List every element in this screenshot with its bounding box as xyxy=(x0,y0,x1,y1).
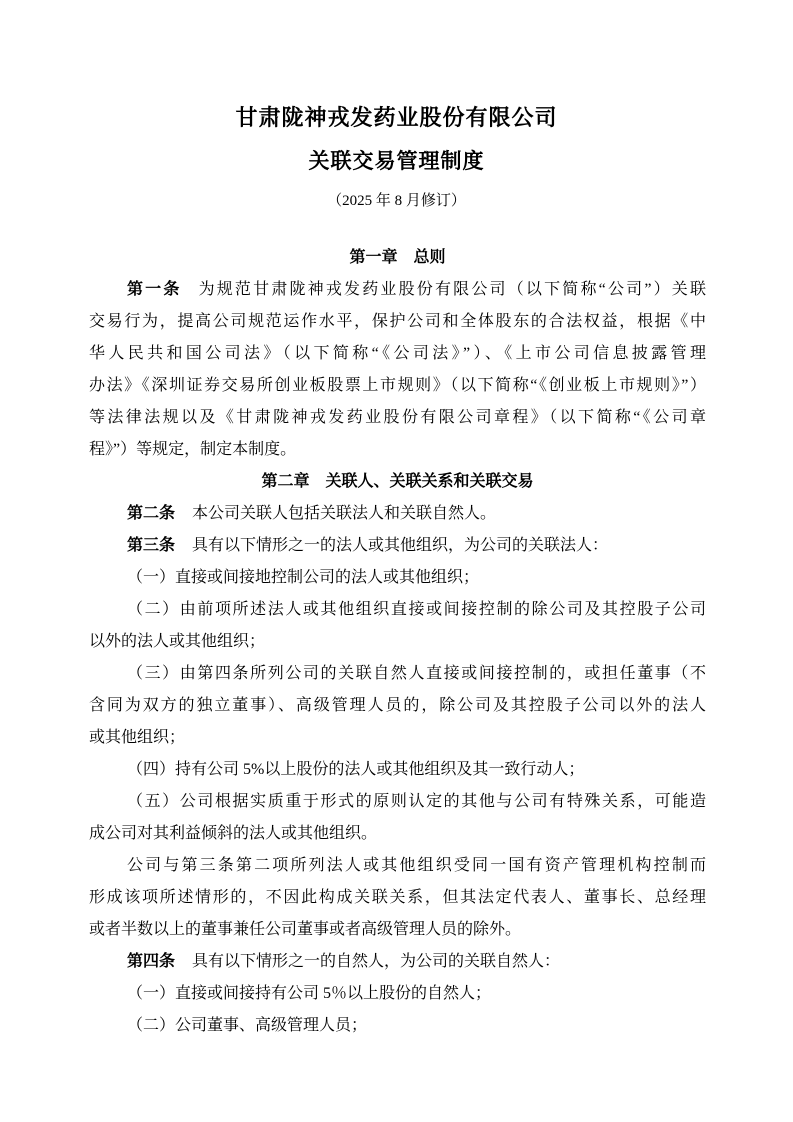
doc-subtitle: 关联交易管理制度 xyxy=(308,149,485,173)
doc-line xyxy=(89,882,706,914)
line-text: 具有以下情形之一的自然人，为公司的关联自然人： xyxy=(192,953,561,970)
doc-line xyxy=(89,530,706,562)
doc-line xyxy=(89,338,706,370)
article-label: 第三条 xyxy=(127,537,176,554)
line-text: 含同为双方的独立董事）、高级管理人员的，除公司及其控股子公司以外的法人 xyxy=(89,697,706,714)
doc-line xyxy=(89,946,706,978)
line-text: （三）由第四条所列公司的关联自然人直接或间接控制的，或担任董事（不 xyxy=(127,665,706,682)
doc-line xyxy=(89,690,706,722)
line-text: 或其他组织； xyxy=(89,729,186,746)
doc-line xyxy=(89,914,706,946)
doc-line xyxy=(89,626,706,658)
doc-line xyxy=(89,1010,706,1042)
doc-line xyxy=(89,978,706,1010)
line-text: 为规范甘肃陇神戎发药业股份有限公司（以下简称“公司”）关联 xyxy=(198,281,706,298)
doc-title: 甘肃陇神戎发药业股份有限公司 xyxy=(235,105,558,130)
line-text: 成公司对其利益倾斜的法人或其他组织。 xyxy=(89,825,378,842)
chapter-heading: 第一章 总则 xyxy=(349,249,446,266)
line-text: 本公司关联人包括关联法人和关联自然人。 xyxy=(192,505,497,522)
chapter-heading: 第二章 关联人、关联关系和关联交易 xyxy=(261,473,534,490)
line-text: 等法律法规以及《甘肃陇神戎发药业股份有限公司章程》（以下简称“《公司章 xyxy=(89,409,706,426)
line-text: （五）公司根据实质重于形式的原则认定的其他与公司有特殊关系，可能造 xyxy=(127,793,706,810)
line-text: 以外的法人或其他组织； xyxy=(89,633,266,650)
line-text: 程》”）等规定，制定本制度。 xyxy=(89,441,297,458)
article-label: 第二条 xyxy=(127,505,176,522)
doc-line xyxy=(89,818,706,850)
doc-line xyxy=(89,754,706,786)
doc-line xyxy=(89,434,706,466)
doc-line xyxy=(89,370,706,402)
line-text: 华人民共和国公司法》（以下简称“《公司法》”）、《上市公司信息披露管理 xyxy=(89,345,706,362)
line-text: 交易行为，提高公司规范运作水平，保护公司和全体股东的合法权益，根据《中 xyxy=(89,313,706,330)
line-text: （四）持有公司 5%以上股份的法人或其他组织及其一致行动人； xyxy=(127,761,585,778)
line-text: （一）直接或间接地控制公司的法人或其他组织； xyxy=(127,569,480,586)
line-text: 公司与第三条第二项所列法人或其他组织受同一国有资产管理机构控制而 xyxy=(127,857,706,874)
doc-line xyxy=(89,562,706,594)
line-text: （二）由前项所述法人或其他组织直接或间接控制的除公司及其控股子公司 xyxy=(127,601,706,618)
article-label: 第一条 xyxy=(127,281,182,298)
doc-line xyxy=(89,658,706,690)
doc-line xyxy=(89,594,706,626)
revision-note: （2025 年 8 月修订） xyxy=(327,193,466,209)
doc-line xyxy=(89,498,706,530)
article-label: 第四条 xyxy=(127,953,176,970)
doc-line xyxy=(89,850,706,882)
line-text: 办法》《深圳证券交易所创业板股票上市规则》（以下简称“《创业板上市规则》”） xyxy=(89,377,706,394)
doc-line xyxy=(89,274,706,306)
line-text: 具有以下情形之一的法人或其他组织，为公司的关联法人： xyxy=(192,537,609,554)
doc-line xyxy=(89,402,706,434)
doc-line xyxy=(89,786,706,818)
doc-line xyxy=(89,722,706,754)
line-text: （一）直接或间接持有公司 5％以上股份的自然人； xyxy=(127,985,492,1002)
doc-body xyxy=(89,242,706,1042)
line-text: 形成该项所述情形的，不因此构成关联关系，但其法定代表人、董事长、总经理 xyxy=(89,889,706,906)
doc-line xyxy=(89,306,706,338)
line-text: （二）公司董事、高级管理人员； xyxy=(127,1017,368,1034)
line-text: 或者半数以上的董事兼任公司董事或者高级管理人员的除外。 xyxy=(89,921,522,938)
